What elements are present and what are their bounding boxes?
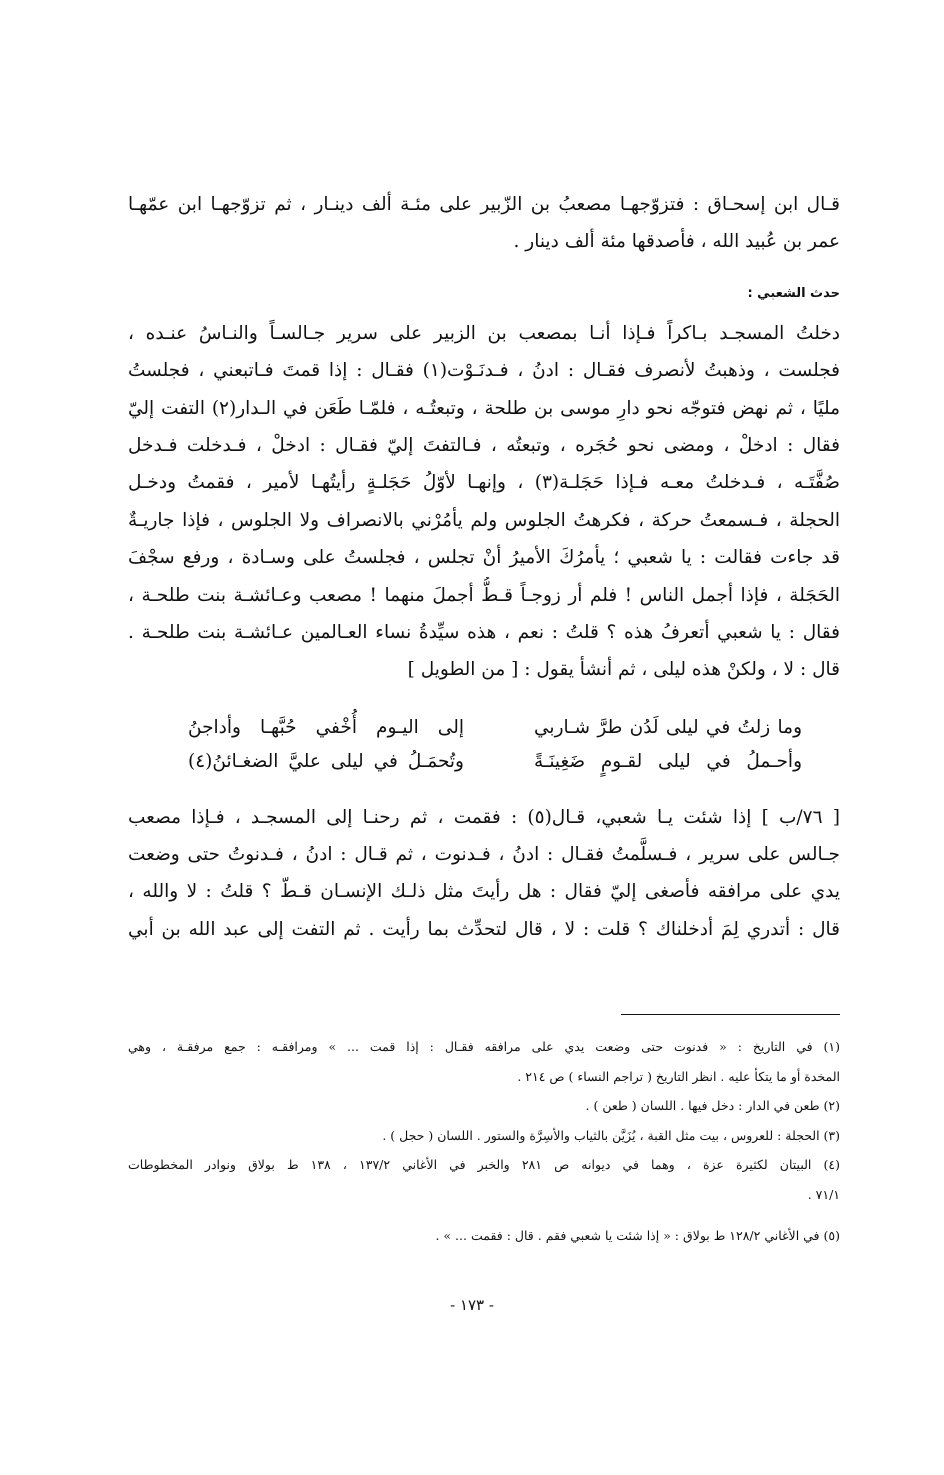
text-line: [ ٧٦/ب ] إذا شئت يـا شعبي، قـال(٥) : فقمت ، ثم رحنـا إلى المسجـد ، فـإذا مصعب bbox=[128, 806, 840, 828]
footnote-line: (٢) طعن في الدار : دخل فيها . اللسان ( طعن ) . bbox=[585, 1098, 840, 1113]
text-line: عمر بن عُبيد الله ، فأصدقها مئة ألف دينار . bbox=[513, 231, 840, 253]
verse-second-hemistich: إلى اليـوم أُخْفي حُبَّهـا وأداجنُ bbox=[188, 716, 464, 738]
footnote-line: (٥) في الأغاني ١٢٨/٢ ط بولاق : « إذا شئت يا شعبي فقم . قال : فقمت ... » . bbox=[435, 1228, 840, 1243]
footnote-separator bbox=[621, 1014, 840, 1015]
text-line: قال : لا ، ولكنْ هذه ليلى ، ثم أنشأ يقول : [ من الطويل ] bbox=[407, 659, 840, 681]
page-number: - ١٧٣ - bbox=[450, 1296, 494, 1314]
footnote-line: (١) في التاريخ : « فدنوت حتى وضعت يدي على مرافقه فقـال : إذا قمت ... » ومرافقـه : جمع مرفقـة ، وهي bbox=[128, 1039, 840, 1054]
text-line: قال : أتدري لِمَ أدخلناك ؟ قلت : لا ، قال لتحدِّث بما رأيت . ثم التفت إلى عبد الله بن أبي bbox=[128, 918, 840, 940]
text-line: يدي على مرافقه فأصغى إليّ فقال : هل رأيتَ مثل ذلـك الإنسـان قـطّ ؟ قلتُ : لا والله ، bbox=[128, 881, 840, 903]
footnote-line: المخدة أو ما يتكأ عليه . انظر التاريخ ( تراجم النساء ) ص ٢١٤ . bbox=[517, 1068, 840, 1084]
text-line: صُفَّتَـه ، فـدخلتُ معـه فـإذا حَجَلـة(٣) ، وإنهـا لأوّلُ حَجَلـةٍ رأيتُهـا لأمير ، فقمتُ ودخـل bbox=[128, 472, 840, 494]
text-line: فقال : ادخلْ ، ومضى نحو حُجَره ، وتبعتُه ، فـالتفتَ إليّ فقـال : ادخلْ ، فـدخلت فـدخل bbox=[128, 434, 840, 456]
footnote-line: (٣) الحجلة : للعروس ، بيت مثل القبة ، يُزَيَّن بالثياب والأسِرَّة والستور . اللسان ( حجل ) . bbox=[382, 1127, 840, 1143]
text-line: الحَجَلة ، فإذا أجمل الناس ! فلم أر زوجـاً قـطُّ أجملَ منهما ! مصعب وعـائشـة بنت طلحـة ، bbox=[128, 584, 840, 606]
text-line: جـالس على سرير ، فـسلَّمتُ فقـال : ادنُ ، فـدنوت ، ثم قـال : ادنُ ، فـدنوتُ حتى وضعت bbox=[128, 844, 840, 866]
verse-second-hemistich: وتُحمَـلُ في ليلى عليَّ الضغـائنُ(٤) bbox=[188, 750, 464, 772]
text-line: دخلتُ المسجـد بـاكراً فـإذا أنـا بمصعب بن الزبير على سرير جـالسـاً والنـاسُ عنـده ، bbox=[128, 322, 840, 344]
text-line: قد جاءت فقالت : يا شعبي ؛ يأمرُكَ الأميرُ أنْ تجلس ، فجلستُ على وسـادة ، ورفع سجْفَ bbox=[128, 547, 840, 569]
text-line: قـال ابن إسحـاق : فتزوّجهـا مصعبُ بن الزّبير على مئـة ألف دينـار ، ثم تزوّجهـا ابن عمّهـا bbox=[128, 194, 840, 215]
text-line: فقال : يا شعبي أتعرفُ هذه ؟ قلتُ : نعم ، هذه سيِّدةُ نساء العـالمين عـائشـة بنت طلحـة . bbox=[128, 621, 840, 643]
footnote-line: ٧١/١ . bbox=[807, 1186, 840, 1202]
section-heading: حدث الشعبي : bbox=[747, 285, 840, 301]
footnote-line: (٤) البيتان لكثيرة عزة ، وهما في ديوانه ص ٢٨١ والخبر في الأغاني ١٣٧/٢ ، ١٣٨ ط بولاق ونوادر المخطوطات bbox=[128, 1157, 840, 1172]
narrative-paragraph bbox=[128, 315, 840, 689]
main-text bbox=[128, 186, 840, 948]
continuation-paragraph bbox=[128, 799, 840, 949]
verse-first-hemistich: وما زلتُ في ليلى لَدُن طرَّ شـاربي bbox=[534, 716, 802, 738]
poem-verses bbox=[128, 711, 840, 779]
verse-line bbox=[128, 745, 840, 779]
intro-paragraph bbox=[128, 186, 840, 261]
text-line: مليًا ، ثم نهض فتوجّه نحو دارِ موسى بن طلحة ، وتبعتُـه ، فلمّـا طَعَن في الـدار(٢) التفت إليّ bbox=[128, 397, 840, 419]
verse-first-hemistich: وأحـملُ في ليلى لقـومٍ ضَغِينَـةً bbox=[534, 750, 802, 772]
verse-line bbox=[128, 711, 840, 745]
text-line: فجلست ، وذهبتُ لأنصرف فقـال : ادنُ ، فـدنَـوْت(١) فقـال : إذا قمتَ فـاتبعني ، فجلستُ bbox=[128, 360, 840, 382]
footnotes bbox=[128, 1032, 840, 1251]
text-line: الحجلة ، فـسمعتُ حركة ، فكرهتُ الجلوس ولم يأمُرْني بالانصراف ولا الجلوس ، فإذا جاريـةٌ bbox=[128, 509, 840, 531]
